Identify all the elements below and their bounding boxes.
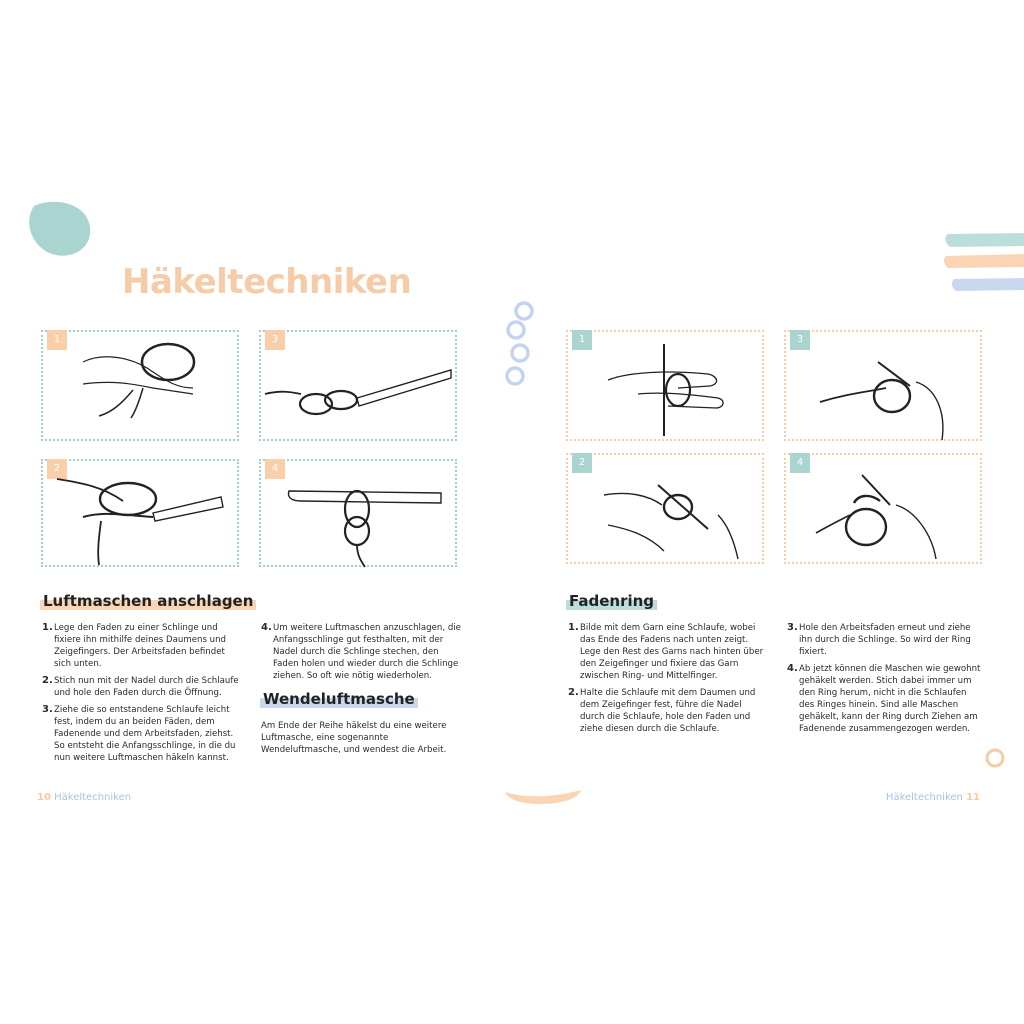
step-text: Ab jetzt können die Maschen wie gewohnt gehäkelt werden. Stich dabei immer um den Ring herum, nicht in die Schlaufen des Ringes hinein. Sind alle Maschen gehäkelt, kann der Ring durch Ziehen am Fadenende zusammengezogen werden. (799, 664, 981, 734)
steps-list (42, 622, 242, 769)
chain-stitch-illustration (261, 461, 459, 569)
panel-number: 1 (572, 330, 592, 350)
orange-ring-decoration (984, 747, 1006, 769)
orange-stroke-decoration (503, 784, 583, 806)
step-number: 1. (568, 622, 579, 633)
step-number: 2. (568, 687, 579, 698)
page-number: 10 (37, 792, 51, 803)
step-text: Hole den Arbeitsfaden erneut und ziehe ihn durch die Schlinge. So wird der Ring fixiert. (799, 623, 971, 657)
step-text: Um weitere Luftmaschen anzuschlagen, die Anfangsschlinge gut festhalten, mit der Nadel durch die Schlinge stechen, den Faden holen und wieder durch die Schlinge ziehen. So oft wie nötig wiederholen. (273, 623, 461, 681)
step-text: Lege den Faden zu einer Schlinge und fixiere ihn mithilfe deines Daumens und Zeigefingers. Der Arbeitsfaden befindet sich unten. (54, 623, 227, 669)
illustration-panel-1 (566, 330, 764, 441)
list-item (42, 622, 242, 670)
illustration-panel-1 (41, 330, 239, 441)
stripes-decoration (944, 230, 1024, 296)
illustration-panel-4 (259, 459, 457, 567)
step-text: Bilde mit dem Garn eine Schlaufe, wobei das Ende des Fadens nach unten zeigt. Lege den Rest des Garns nach hinten über den Zeigefinger und fixiere das Garn zwischen Ring- und Mittelfinger. (580, 623, 764, 681)
footer-label: Häkeltechniken (54, 792, 132, 803)
panel-number: 4 (265, 459, 285, 479)
step-number: 3. (42, 704, 53, 715)
illustration-panel-2 (566, 453, 764, 564)
illustration-panel-3 (784, 330, 982, 441)
panel-number: 2 (47, 459, 67, 479)
section-heading-wendeluftmasche: Wendeluftmasche (260, 690, 418, 708)
illustration-panel-2 (41, 459, 239, 567)
ring-hook-illustration (786, 332, 984, 443)
step-number: 4. (261, 622, 272, 633)
hand-yarn-illustration (568, 332, 766, 443)
step-text: Halte die Schlaufe mit dem Daumen und dem Zeigefinger fest, führe die Nadel durch die Schlaufe, hole den Faden und ziehe diesen durch die Schlaufe. (580, 688, 756, 734)
hook-knot-illustration (261, 332, 459, 443)
panel-number: 3 (790, 330, 810, 350)
illustration-panel-3 (259, 330, 457, 441)
teal-blob-decoration (26, 198, 96, 260)
footer-left (37, 792, 131, 803)
hands-ring-illustration (568, 455, 766, 566)
panel-number: 3 (265, 330, 285, 350)
illustration-panel-4 (784, 453, 982, 564)
list-item (568, 687, 768, 735)
footer-right (886, 792, 980, 803)
footer-label: Häkeltechniken (885, 792, 963, 803)
step-number: 1. (42, 622, 53, 633)
page-title: Häkeltechniken (122, 262, 412, 302)
section-heading-fadenring: Fadenring (566, 592, 657, 610)
step-text: Ziehe die so entstandene Schlaufe leicht fest, indem du an beiden Fäden, dem Fadenende und dem Arbeitsfaden, ziehst. So entsteht die Anfangsschlinge, in die du nun weitere Luftmaschen häkeln kannst. (54, 705, 236, 763)
list-item (787, 663, 983, 735)
hook-loop-illustration (43, 461, 241, 569)
steps-list (261, 622, 461, 687)
panel-number: 4 (790, 453, 810, 473)
circles-decoration (502, 300, 538, 390)
steps-list (787, 622, 983, 740)
hand-loop-illustration (43, 332, 241, 443)
ring-stitches-illustration (786, 455, 984, 566)
list-item (787, 622, 983, 658)
page-number: 11 (966, 792, 980, 803)
panel-number: 1 (47, 330, 67, 350)
list-item (42, 704, 242, 764)
step-number: 3. (787, 622, 798, 633)
steps-list (568, 622, 768, 740)
step-number: 2. (42, 675, 53, 686)
section-heading-luftmaschen: Luftmaschen anschlagen (40, 592, 256, 610)
list-item (261, 622, 461, 682)
list-item (568, 622, 768, 682)
step-number: 4. (787, 663, 798, 674)
list-item (42, 675, 242, 699)
panel-number: 2 (572, 453, 592, 473)
section-text: Am Ende der Reihe häkelst du eine weitere Luftmasche, eine sogenannte Wendeluftmasche, und wendest die Arbeit. (261, 721, 447, 755)
step-text: Stich nun mit der Nadel durch die Schlaufe und hole den Faden durch die Öffnung. (54, 676, 239, 698)
